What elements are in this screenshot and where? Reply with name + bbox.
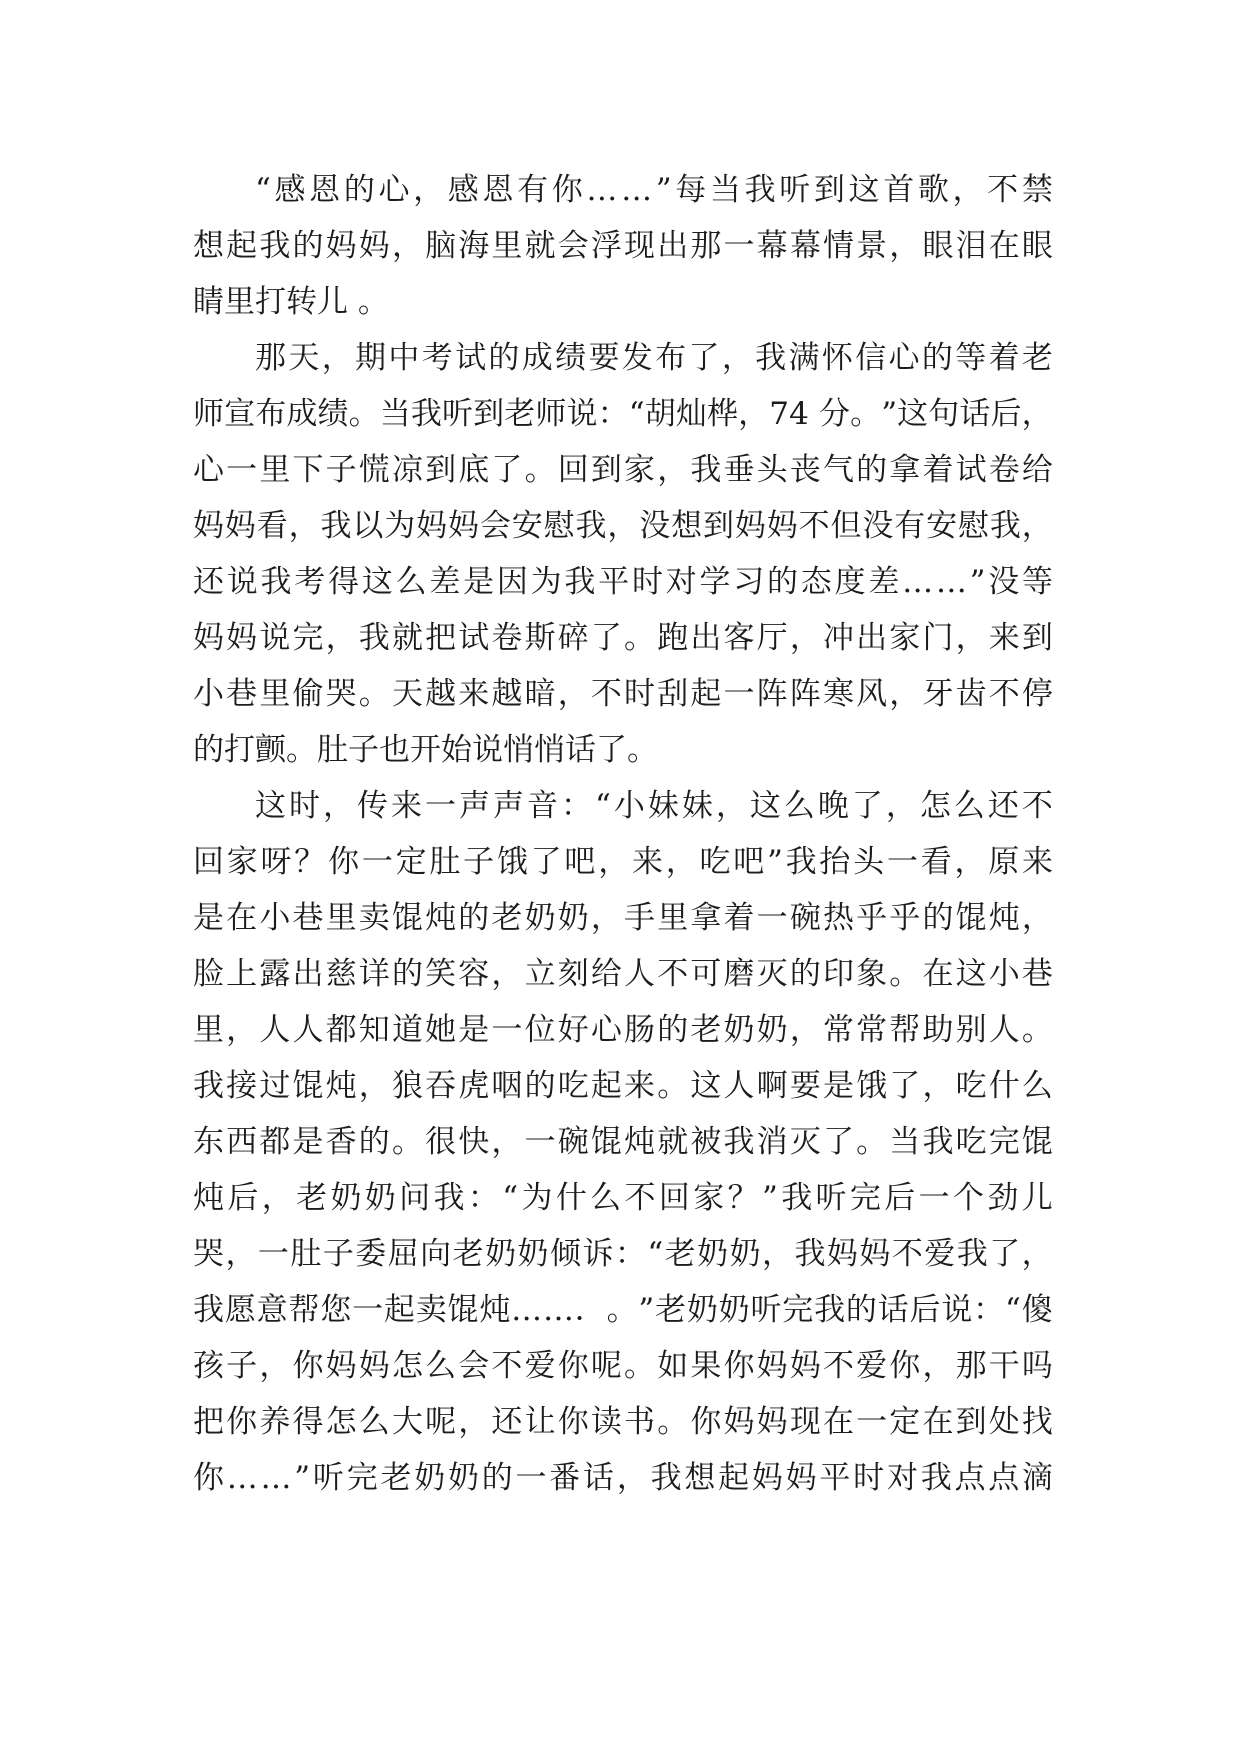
text-line: 里 ， 人 人 都 知 道 她 是 一 位 好 心 肠 的 老 奶 奶 ， 常 常 帮 助 别 人 。 <box>193 1012 1053 1048</box>
text-line: 这 时 ， 传 来 一 声 声 音 ： “ 小 妹 妹 ， 这 么 晚 了 ， 怎 么 还 不 <box>255 788 1053 824</box>
text-line: 睛里打转儿 。 <box>193 284 389 320</box>
text-line: 脸 上 露 出 慈 详 的 笑 容 ， 立 刻 给 人 不 可 磨 灭 的 印 象 。 在 这 小 巷 <box>193 956 1053 992</box>
text-line: 那 天 ， 期 中 考 试 的 成 绩 要 发 布 了 ， 我 满 怀 信 心 的 等 着 老 <box>255 340 1053 376</box>
text-line: 小 巷 里 偷 哭 。 天 越 来 越 暗 ， 不 时 刮 起 一 阵 阵 寒 风 ， 牙 齿 不 停 <box>193 676 1053 712</box>
text-line: 孩 子 ， 你 妈 妈 怎 么 会 不 爱 你 呢 。 如 果 你 妈 妈 不 爱 你 ， 那 干 吗 <box>193 1348 1053 1384</box>
text-line: 心 一 里 下 子 慌 凉 到 底 了 。 回 到 家 ， 我 垂 头 丧 气 的 拿 着 试 卷 给 <box>193 452 1053 488</box>
text-line: 回 家 呀 ？ 你 一 定 肚 子 饿 了 吧 ， 来 ， 吃 吧 ” 我 抬 头 一 看 ， 原 来 <box>193 844 1053 880</box>
paragraph-3 <box>193 778 1053 1506</box>
text-line: 的打颤。肚子也开始说悄悄话了。 <box>193 732 658 768</box>
text-line: 东 西 都 是 香 的 。 很 快 ， 一 碗 馄 炖 就 被 我 消 灭 了 。 当 我 吃 完 馄 <box>193 1124 1053 1160</box>
text-line: 哭 ， 一 肚 子 委 屈 向 老 奶 奶 倾 诉 ： “ 老 奶 奶 ， 我 妈 妈 不 爱 我 了 ， <box>193 1236 1053 1272</box>
text-line: 把 你 养 得 怎 么 大 呢 ， 还 让 你 读 书 。 你 妈 妈 现 在 一 定 在 到 处 找 <box>193 1404 1053 1440</box>
text-line: 想 起 我 的 妈 妈 ， 脑 海 里 就 会 浮 现 出 那 一 幕 幕 情 景 ， 眼 泪 在 眼 <box>193 228 1053 264</box>
text-line: 师 宣 布 成 绩 。 当 我 听 到 老 师 说 ： “ 胡 灿 桦 ， 7 4 分 。 ” 这 句 话 后 ， <box>193 396 1053 432</box>
text-line: 炖 后 ， 老 奶 奶 问 我 ： “ 为 什 么 不 回 家 ？ ” 我 听 完 后 一 个 劲 儿 <box>193 1180 1053 1216</box>
text-line: 我 愿 意 帮 您 一 起 卖 馄 炖 … … ． 。 ” 老 奶 奶 听 完 我 的 话 后 说 ： “ 傻 <box>193 1292 1053 1328</box>
text-line: 是 在 小 巷 里 卖 馄 炖 的 老 奶 奶 ， 手 里 拿 着 一 碗 热 乎 乎 的 馄 炖 ， <box>193 900 1053 936</box>
text-line: 还 说 我 考 得 这 么 差 是 因 为 我 平 时 对 学 习 的 态 度 差 … … ” 没 等 <box>193 564 1053 600</box>
document-body <box>193 162 1053 1506</box>
paragraph-2 <box>193 330 1053 778</box>
text-line: “ 感 恩 的 心 ， 感 恩 有 你 … … ” 每 当 我 听 到 这 首 歌 ， 不 禁 <box>255 172 1053 208</box>
text-line: 妈 妈 看 ， 我 以 为 妈 妈 会 安 慰 我 ， 没 想 到 妈 妈 不 但 没 有 安 慰 我 ， <box>193 508 1053 544</box>
text-line: 你 … … ” 听 完 老 奶 奶 的 一 番 话 ， 我 想 起 妈 妈 平 时 对 我 点 点 滴 <box>193 1460 1053 1496</box>
text-line: 妈 妈 说 完 ， 我 就 把 试 卷 斯 碎 了 。 跑 出 客 厅 ， 冲 出 家 门 ， 来 到 <box>193 620 1053 656</box>
paragraph-1 <box>193 162 1053 330</box>
text-line: 我 接 过 馄 炖 ， 狼 吞 虎 咽 的 吃 起 来 。 这 人 啊 要 是 饿 了 ， 吃 什 么 <box>193 1068 1053 1104</box>
